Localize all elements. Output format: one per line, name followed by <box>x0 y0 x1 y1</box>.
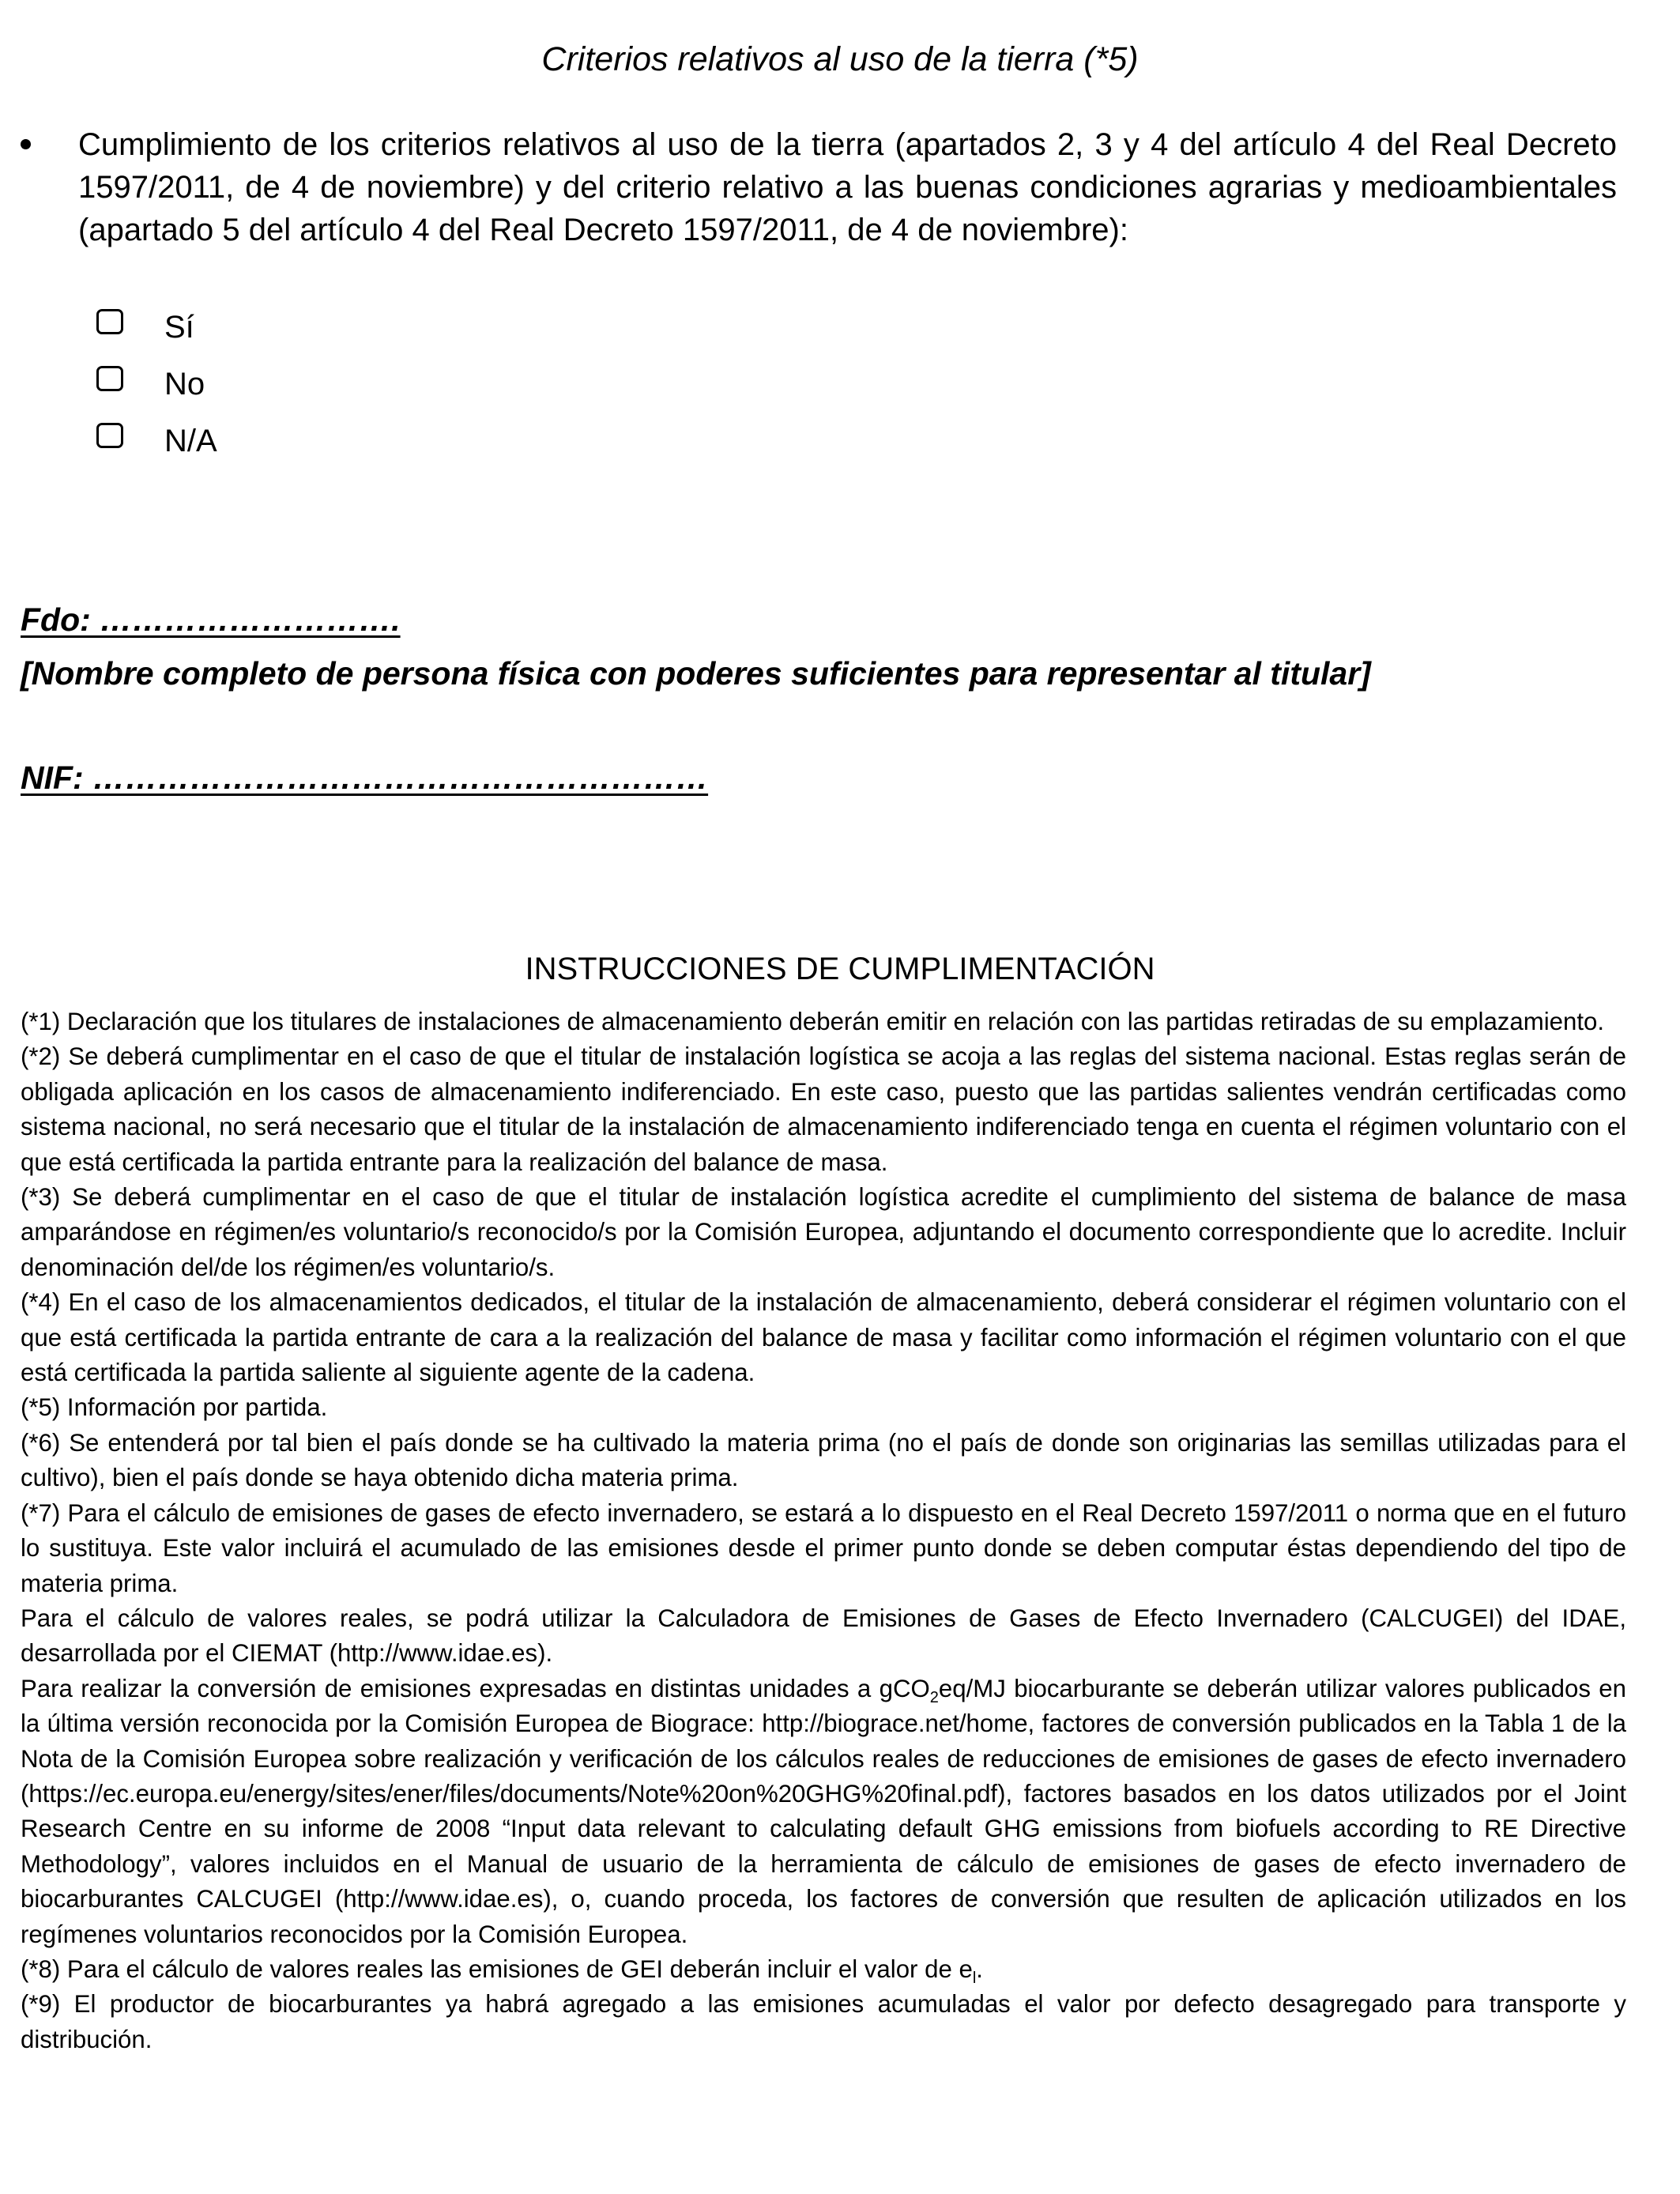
checkbox-icon[interactable] <box>96 309 123 334</box>
option-label: N/A <box>164 424 217 458</box>
note-8-end: . <box>976 1955 983 1983</box>
checkbox-icon[interactable] <box>96 423 123 448</box>
note-7-conversion-start: Para realizar la conversión de emisiones expresadas en distintas unidades a gCO <box>21 1674 930 1702</box>
el-subscript: l <box>972 1970 977 1988</box>
co2-subscript: 2 <box>929 1688 939 1706</box>
option-no[interactable] <box>96 356 217 413</box>
note-7-conversion <box>21 1672 1626 1952</box>
signature-nif: NIF: ………………………………………………… <box>21 760 709 796</box>
instructions-body <box>21 1005 1626 2057</box>
note-1: (*1) Declaración que los titulares de instalaciones de almacenamiento deberán emitir en relación con las partidas retiradas de su emplazamiento. <box>21 1008 1605 1035</box>
note-6: (*6) Se entenderá por tal bien el país donde se ha cultivado la materia prima (no el país de donde son originarias las semillas utilizadas para el cultivo), bien el país donde se haya obtenido dicha materia prima. <box>21 1428 1626 1492</box>
answer-options <box>96 299 217 469</box>
option-label: No <box>164 367 205 401</box>
note-7-calculator: Para el cálculo de valores reales, se podrá utilizar la Calculadora de Emisiones de Gases de Efecto Invernadero (CALCUGEI) del IDAE, desarrollada por el CIEMAT (http://www.idae.es). <box>21 1604 1626 1668</box>
note-8-text: (*8) Para el cálculo de valores reales las emisiones de GEI deberán incluir el valor de e <box>21 1955 973 1983</box>
note-4: (*4) En el caso de los almacenamientos dedicados, el titular de la instalación de almacenamiento, deberá considerar el régimen voluntario con el que está certificada la partida entrante de cara a la realización del balance de masa y facilitar como información el régimen voluntario con el que está certificada la partida saliente al siguiente agente de la cadena. <box>21 1288 1626 1387</box>
bullet-dot-icon <box>21 139 31 149</box>
note-3: (*3) Se deberá cumplimentar en el caso de que el titular de instalación logística acredite el cumplimiento del sistema de balance de masa amparándose en régimen/es voluntario/s reconocido/s por la Comisión Europea, adjuntando el documento correspondiente que lo acredite. Incluir denominación del/de los régimen/es voluntario/s. <box>21 1183 1626 1281</box>
option-si[interactable] <box>96 299 217 356</box>
note-9: (*9) El productor de biocarburantes ya habrá agregado a las emisiones acumuladas el valor por defecto desagregado para transporte y distribución. <box>21 1990 1626 2053</box>
note-8 <box>21 1952 1626 1987</box>
note-2: (*2) Se deberá cumplimentar en el caso de que el titular de instalación logística se acoja a las reglas del sistema nacional. Estas reglas serán de obligada aplicación en los casos de almacenamiento indiferenciado. En este caso, puesto que las partidas salientes vendrán certificadas como sistema nacional, no será necesario que el titular de la instalación de almacenamiento indiferenciado tenga en cuenta el régimen voluntario con el que está certificada la partida entrante para la realización del balance de masa. <box>21 1042 1626 1176</box>
section-title: Criterios relativos al uso de la tierra (*5) <box>541 40 1139 78</box>
criteria-text: Cumplimiento de los criterios relativos al uso de la tierra (apartados 2, 3 y 4 del artículo 4 del Real Decreto 1597/2011, de 4 de noviembre) y del criterio relativo a las buenas condiciones agrarias y medioambientales (apartado 5 del artículo 4 del Real Decreto 1597/2011, de 4 de noviembre): <box>78 127 1617 247</box>
checkbox-icon[interactable] <box>96 366 123 391</box>
option-na[interactable] <box>96 413 217 469</box>
note-5: (*5) Información por partida. <box>21 1393 328 1422</box>
option-label: Sí <box>164 310 194 345</box>
note-7: (*7) Para el cálculo de emisiones de gases de efecto invernadero, se estará a lo dispuesto en el Real Decreto 1597/2011 o norma que en el futuro lo sustituya. Este valor incluirá el acumulado de las emisiones desde el primer punto donde se deben computar éstas dependiendo del tipo de materia prima. <box>21 1498 1626 1597</box>
instructions-title: INSTRUCCIONES DE CUMPLIMENTACIÓN <box>525 952 1155 986</box>
criteria-bullet <box>21 123 1617 251</box>
signatory-name-note: [Nombre completo de persona física con poderes suficientes para representar al titular] <box>21 655 1371 692</box>
note-7-conversion-rest: eq/MJ biocarburante se deberán utilizar valores publicados en la última versión reconocida por la Comisión Europea de Biograce: http://biograce.net/home, factores de conversión publicados en la Tabla 1 de la Nota de la Comisión Europea sobre realización y verificación de los cálculos reales de reducciones de emisiones de gases de efecto invernadero (https://ec.europa.eu/energy/sites/ener/files/documents/Note%20on%20GHG%20final.pdf), factores basados en los datos utilizados por el Joint Research Centre en su informe de 2008 “Input data relevant to calculating default GHG emissions from biofuels according to RE Directive Methodology”, valores incluidos en el Manual de usuario de la herramienta de cálculo de emisiones de gases de efecto invernadero de biocarburantes CALCUGEI (http://www.idae.es), o, cuando proceda, los factores de conversión que resulten de aplicación utilizados en los regímenes voluntarios reconocidos por la Comisión Europea. <box>21 1674 1626 1948</box>
signature-fdo: Fdo: ………………………. <box>21 601 401 638</box>
